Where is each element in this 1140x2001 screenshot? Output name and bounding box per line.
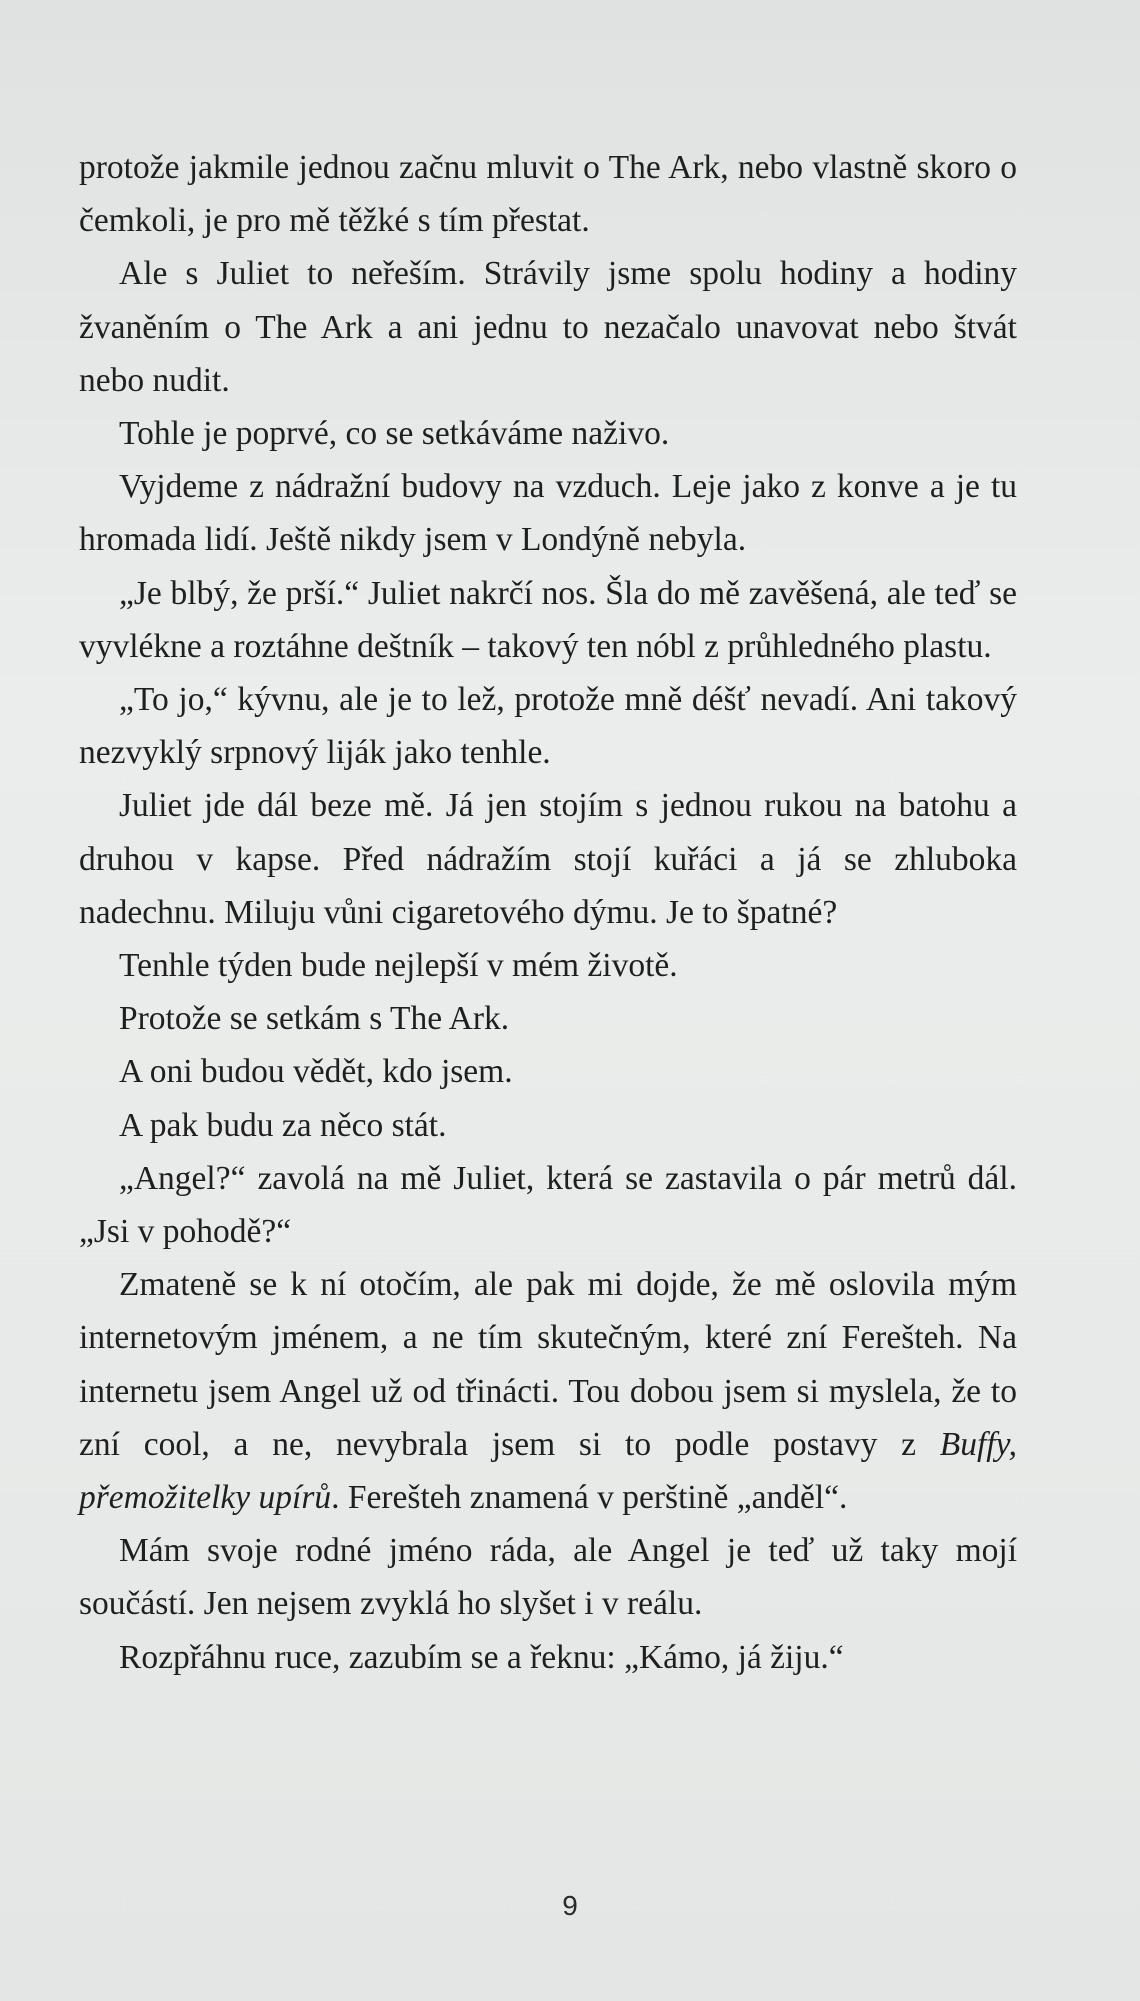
paragraph-2: Ale s Juliet to neřeším. Strávily jsme spolu hodiny a hodiny žvaněním o The Ark a ani jednu to nezačalo unavovat nebo štvát nebo nudit. [79, 255, 1017, 399]
paragraph-11: A pak budu za něco stát. [119, 1106, 447, 1144]
paragraph-8: Tenhle týden bude nejlepší v mém životě. [119, 947, 678, 985]
paragraph-3: Tohle je poprvé, co se setkáváme naživo. [119, 415, 670, 453]
paragraph-4: Vyjdeme z nádražní budovy na vzduch. Leje jako z konve a je tu hromada lidí. Ještě nikdy jsem v Londýně nebyla. [79, 468, 1017, 559]
paragraph-13-text-start: Zmateně se k ní otočím, ale pak mi dojde, že mě oslovila mým internetovým jménem, a ne tím skutečným, které zní Ferešteh. Na internetu jsem Angel už od třinácti. Tou dobou jsem si myslela, že to zní cool, a ne, nevybrala jsem si to podle postavy z [79, 1266, 1017, 1463]
page-number: 9 [562, 1890, 578, 1921]
paragraph-6: „To jo,“ kývnu, ale je to lež, protože mně déšť nevadí. Ani takový nezvyklý srpnový liják jako tenhle. [79, 681, 1017, 772]
paragraph-12: „Angel?“ zavolá na mě Juliet, která se zastavila o pár metrů dál. „Jsi v pohodě?“ [79, 1159, 1017, 1251]
paragraph-13 [79, 1258, 1017, 1524]
paragraph-7: Juliet jde dál beze mě. Já jen stojím s jednou rukou na batohu a druhou v kapse. Před nádražím stojí kuřáci a já se zhluboka nadechnu. Miluju vůni cigaretového dýmu. Je to špatné? [79, 787, 1017, 931]
paragraph-5: „Je blbý, že prší.“ Juliet nakrčí nos. Šla do mě zavěšená, ale teď se vyvlékne a roztáhne deštník – takový ten nóbl z průhledného plastu. [79, 574, 1017, 665]
paragraph-13-text-end: . Ferešteh znamená v perštině „anděl“. [331, 1479, 848, 1517]
paragraph-9: Protože se setkám s The Ark. [119, 1000, 510, 1038]
paragraph-14: Mám svoje rodné jméno ráda, ale Angel je teď už taky mojí součástí. Jen nejsem zvyklá ho slyšet i v reálu. [79, 1532, 1017, 1623]
paragraph-1: protože jakmile jednou začnu mluvit o The Ark, nebo vlastně skoro o čemkoli, je pro mě těžké s tím přestat. [79, 149, 1017, 240]
paragraph-10: A oni budou vědět, kdo jsem. [119, 1053, 513, 1091]
paragraph-15: Rozpřáhnu ruce, zazubím se a řeknu: „Kámo, já žiju.“ [119, 1638, 844, 1676]
body-text [79, 141, 1017, 1684]
book-title-italic: Buffy, přemožitelky upírů [79, 1425, 1017, 1517]
